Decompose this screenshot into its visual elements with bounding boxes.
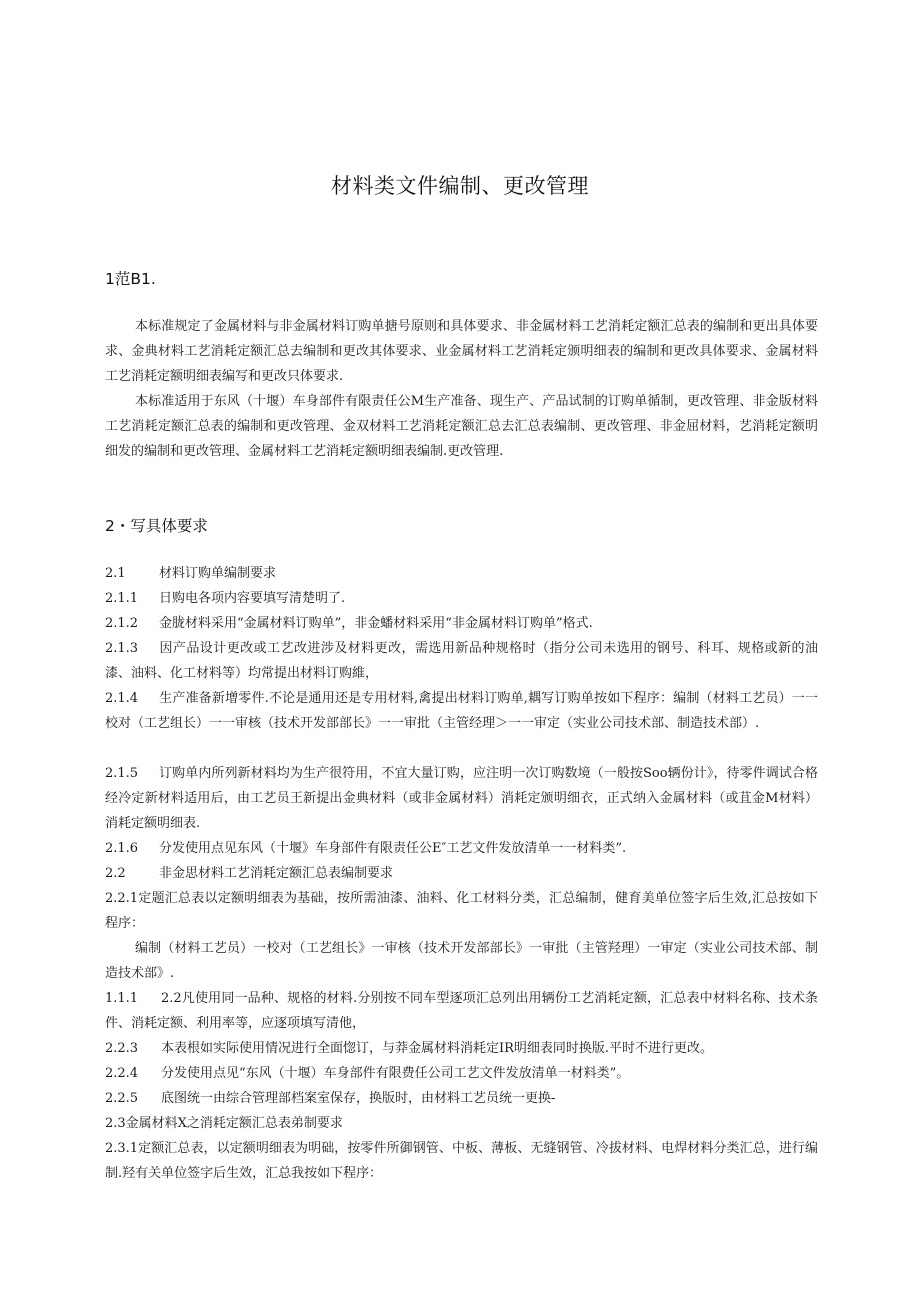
item-2-2-1: 2.2.1定题汇总表以定额明细表为基础，按所需油漆、油料、化工材料分类，汇总编制，健育美单位签字后生效,汇总按如下程序： [105, 891, 818, 931]
item-number: 2.1.2 [105, 616, 139, 631]
item-2-1-3 [105, 636, 818, 686]
item-number: 2.2.4 [105, 1066, 139, 1081]
item-number: 2.2 [105, 866, 126, 881]
item-2-1 [105, 561, 818, 586]
item-number: 2.1.1 [105, 591, 139, 606]
section-2-heading: 2・写具体要求 [105, 517, 208, 535]
item-text: 本表根如实际使用情况进行全面惚订，与莽金属材料消耗定IR明细表同时换版.平时不进行更改。 [161, 1041, 714, 1056]
item-2-2-4 [105, 1061, 818, 1086]
item-2-1-6 [105, 836, 818, 861]
item-number: 2.2.5 [105, 1091, 139, 1106]
section-1-heading: 1范B1. [105, 270, 156, 288]
item-number: 2.1.3 [105, 641, 139, 656]
section-1-paragraph-2: 本标准适用于东风（十堰）车身部件有限责任公M生产准备、现生产、产品试制的订购单循制，更改管理、非金版材料工艺消耗定额汇总表的编制和更改管理、金双材料工艺消耗定额汇总去汇总表编制、更改管理、非金屈材料，艺消耗定额明细发的编制和更改管理、金属材料工艺消耗定额明细表编制.更改管理. [105, 394, 818, 459]
item-number: 2.2.3 [105, 1041, 139, 1056]
item-2-1-1 [105, 586, 818, 611]
item-number: 2.1 [105, 566, 126, 581]
item-2-2-1-procedure: 编制（材料工艺员）一校对（工艺组长》一审核（技术开发部部长》一审批（主管羟理）一审定（实业公司技术部、制造技术部》. [105, 941, 818, 981]
item-text: 底图统一由综合管理部档案室保存，换版时，由材料工艺员统一更换- [161, 1091, 556, 1106]
section-1-paragraph-1: 本标准规定了金属材料与非金属材料订购单搪号原则和具体要求、非金属材料工艺消耗定额汇总表的编制和更出具体要求、金典材料工艺消耗定额汇总去编制和更改其体要求、业金属材料工艺消耗定颁明细表的编制和更改具体要求、金属材料工艺消耗定额明细表编写和更改只体要求. [105, 319, 818, 384]
item-2-3-1: 2.3.1定额汇总表，以定额明细表为明础，按零件所御钢管、中板、薄板、无缝钢管、冷拔材料、电焊材料分类汇总，进行编制.羟有关单位签字后生效，汇总我按如下程序： [105, 1141, 818, 1181]
item-2-2 [105, 861, 818, 886]
item-text: 生产准备新增零件.不论是通用还是专用材料,禽提出材料订购单,耦写订购单按如下程序：编制（材料工艺员）一一校对（工艺组长）一一审核（技术开发部部长》一一审批（主管经理＞一一审定（实业公司技术部、制造技术部）. [105, 691, 818, 731]
item-text: 非金思材料工艺消耗定额汇总表编制要求 [159, 866, 394, 881]
item-2-1-5 [105, 761, 818, 836]
item-2-1-2 [105, 611, 818, 636]
item-2-1-4 [105, 686, 818, 736]
item-text: 分发使用点见“东风（十堰）车身部件有限费任公司工艺文件发放清单一材料类”。 [161, 1066, 630, 1081]
item-text: 订购单内所列新材料均为生产很符用，不宜大量订购，应注明一次订购数境（一般按Soo辆份计》，待零件调试合格经冷定新材料适用后，由工艺员王新提出金典材料（或非金属材料）消耗定颁明细衣，正式纳入金属材料（或苴金M材料）消耗定额明细表. [105, 766, 818, 831]
item-number: 2.1.6 [105, 841, 139, 856]
item-text: 金胧材料采用“金属材料订购单”，非金蟠材料采用“非金属材料订购单”格式. [159, 616, 593, 631]
item-number: 1.1.1 [105, 991, 139, 1006]
item-text: 日购电各项内容要填写清楚明了. [159, 591, 346, 606]
item-2-2-3 [105, 1036, 818, 1061]
item-number: 2.1.4 [105, 691, 139, 706]
item-1-1-1 [105, 986, 818, 1036]
document-title: 材料类文件编制、更改管理 [331, 174, 589, 198]
item-2-3: 2.3金属材料X之消耗定额汇总表弟制要求 [105, 1116, 343, 1131]
item-text: 分发使用点见东风（十堰》车身部件有限责任公E″工艺文件发放清单一一材料类”. [159, 841, 627, 856]
item-number: 2.1.5 [105, 766, 139, 781]
item-2-2-5 [105, 1086, 818, 1111]
item-text: 2.2凡使用同一品种、规格的材料.分别按不同车型逐项汇总列出用辆份工艺消耗定额，汇总表中材料名称、技术条件、消耗定额、利用率等，应逐项填写清他， [105, 991, 818, 1031]
item-text: 材料订购单编制要求 [159, 566, 277, 581]
item-text: 因产品设计更改或工艺改进涉及材料更改，需选用新品种规格时（指分公司未选用的钢号、科耳、规格或新的油漆、油料、化工材料等）均常提出材料订购維， [105, 641, 818, 681]
